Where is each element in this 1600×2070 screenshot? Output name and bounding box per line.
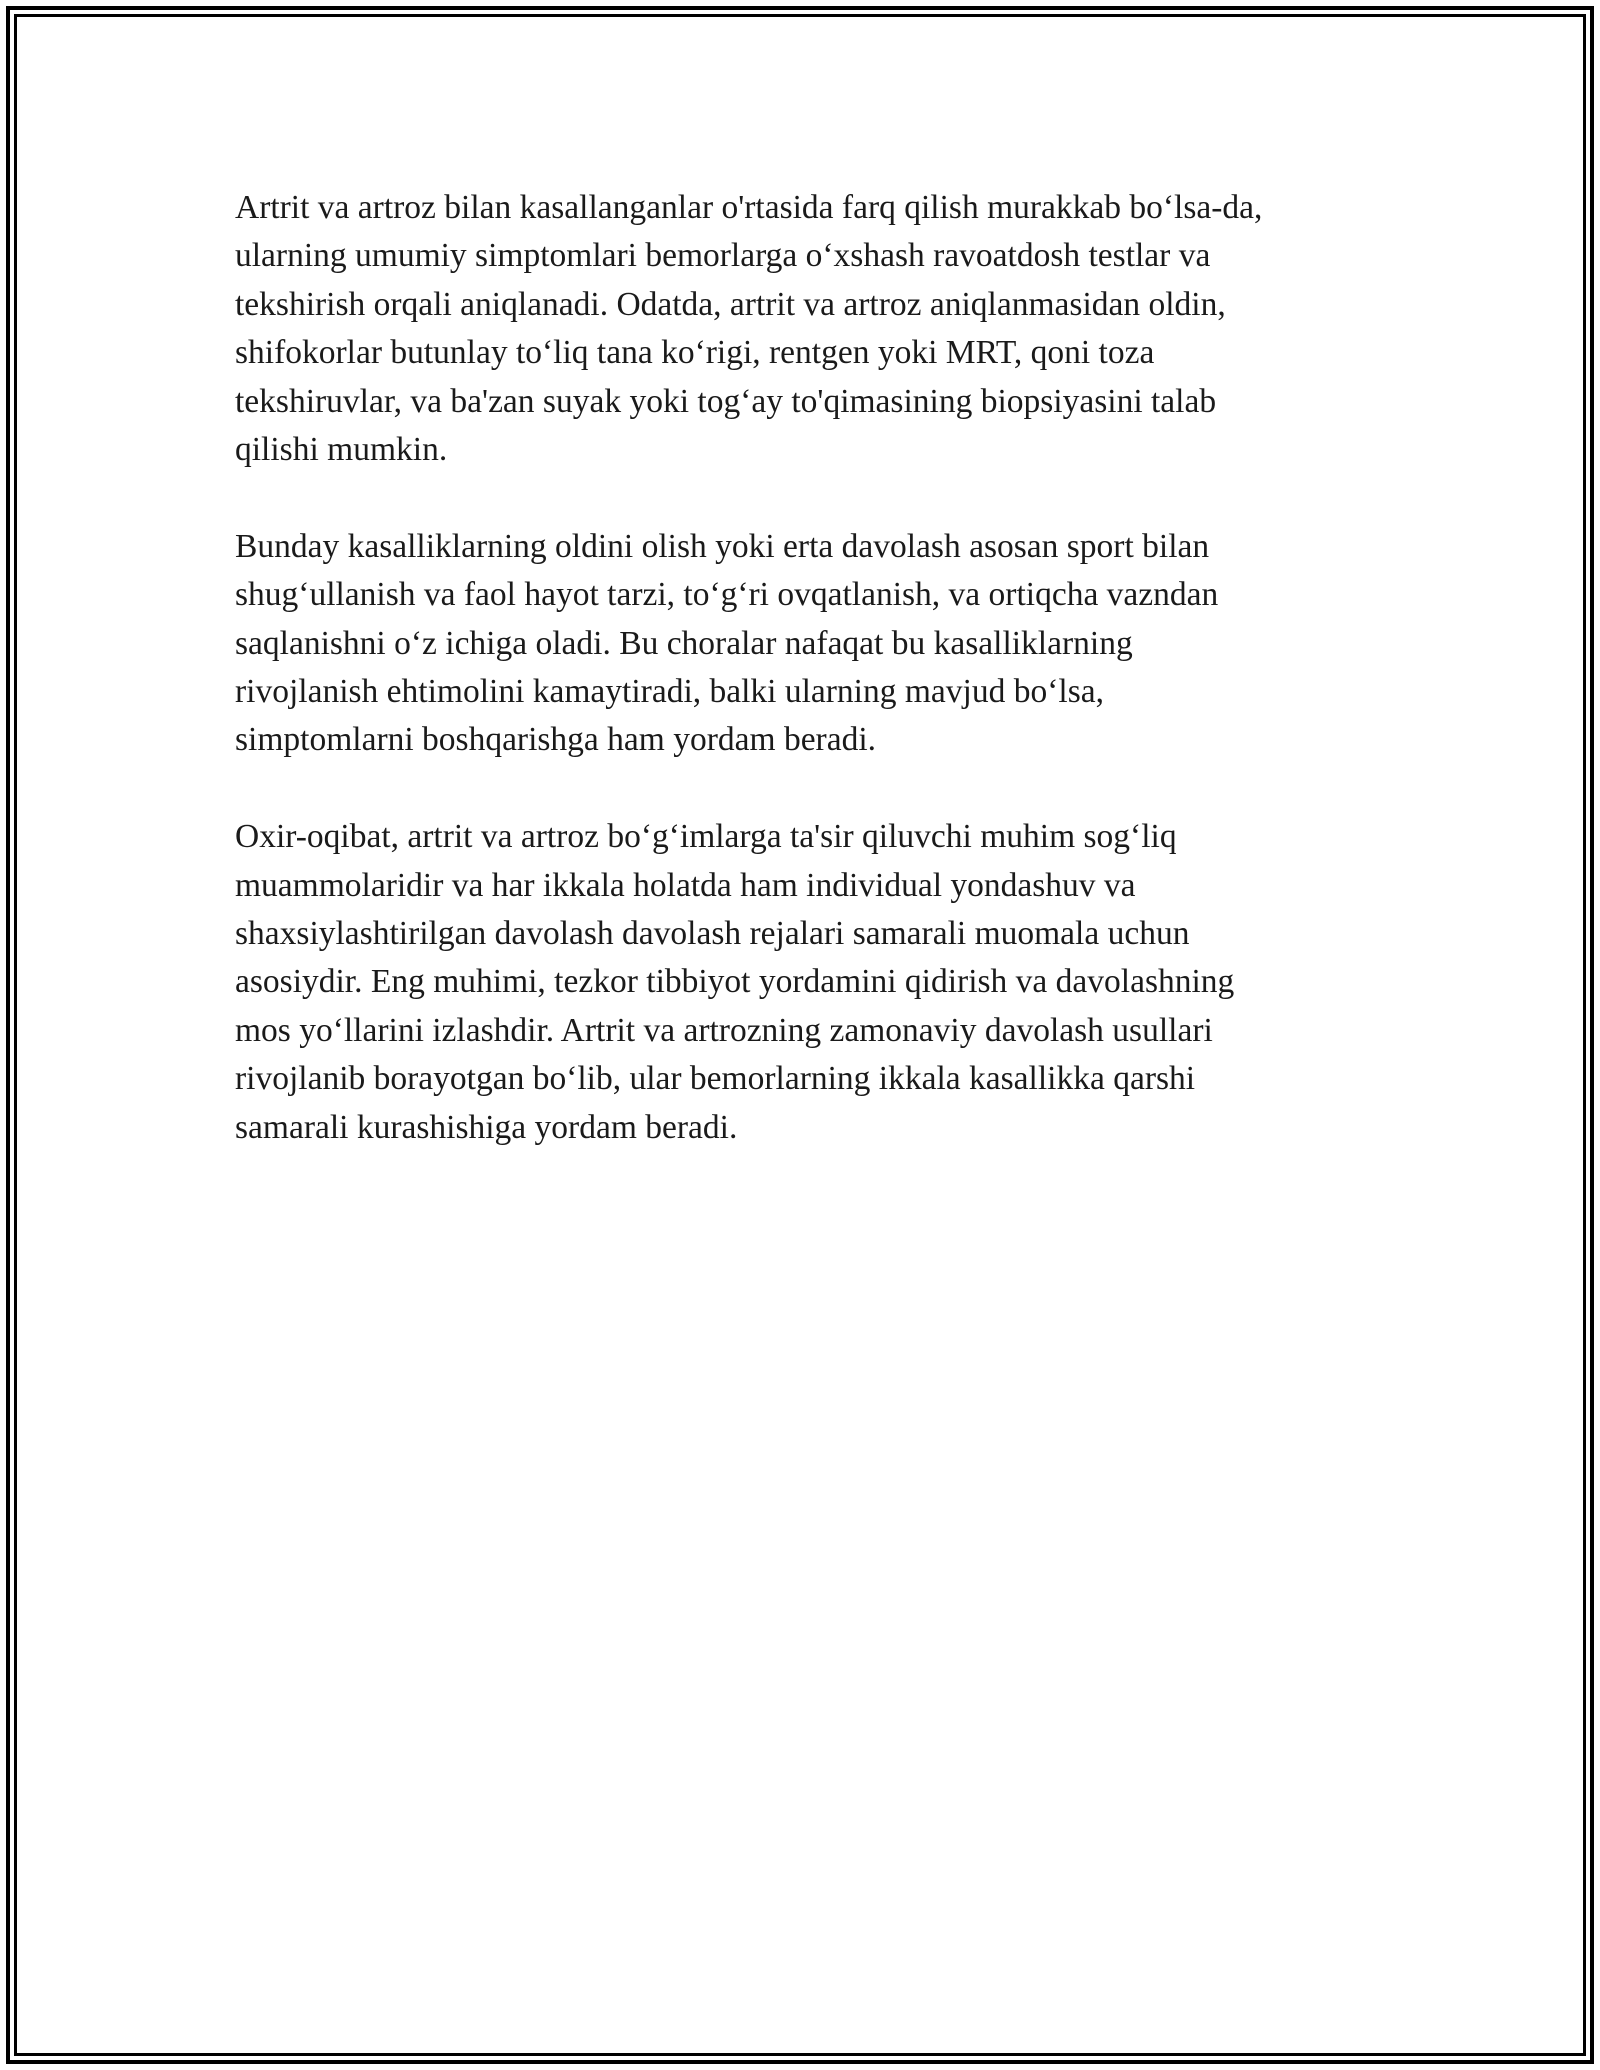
- text-line: shug‘ullanish va faol hayot tarzi, to‘g‘ri ovqatlanish, va ortiqcha vazndan: [235, 576, 1219, 614]
- text-line: simptomlarni boshqarishga ham yordam beradi.: [235, 721, 877, 759]
- paragraph-2: [235, 523, 1385, 765]
- text-line: asosiydir. Eng muhimi, tezkor tibbiyot yordamini qidirish va davolashning: [235, 963, 1235, 1001]
- text-line: tekshirish orqali aniqlanadi. Odatda, artrit va artroz aniqlanmasidan oldin,: [235, 285, 1226, 323]
- text-line: shifokorlar butunlay to‘liq tana ko‘rigi, rentgen yoki MRT, qoni toza: [235, 334, 1155, 372]
- text-line: shaxsiylashtirilgan davolash davolash rejalari samarali muomala uchun: [235, 915, 1190, 953]
- text-line: muammolaridir va har ikkala holatda ham individual yondashuv va: [235, 866, 1136, 904]
- text-line: Artrit va artroz bilan kasallanganlar o'rtasida farq qilish murakkab bo‘lsa-da,: [235, 189, 1263, 226]
- text-line: mos yo‘llarini izlashdir. Artrit va artrozning zamonaviy davolash usullari: [235, 1011, 1213, 1049]
- text-line: Oxir-oqibat, artrit va artroz bo‘g‘imlarga ta'sir qiluvchi muhim sog‘liq: [235, 818, 1177, 856]
- document-body: [235, 184, 1385, 1200]
- text-line: ularning umumiy simptomlari bemorlarga o‘xshash ravoatdosh testlar va: [235, 237, 1211, 275]
- text-line: samarali kurashishiga yordam beradi.: [235, 1108, 738, 1146]
- text-line: rivojlanib borayotgan bo‘lib, ular bemorlarning ikkala kasallikka qarshi: [235, 1060, 1196, 1098]
- paragraph-1: [235, 184, 1385, 474]
- text-line: tekshiruvlar, va ba'zan suyak yoki tog‘ay to'qimasining biopsiyasini talab: [235, 382, 1217, 420]
- text-line: qilishi mumkin.: [235, 431, 448, 469]
- text-line: saqlanishni o‘z ichiga oladi. Bu choralar nafaqat bu kasalliklarning: [235, 624, 1133, 662]
- paragraph-3: [235, 813, 1385, 1152]
- text-line: rivojlanish ehtimolini kamaytiradi, balki ularning mavjud bo‘lsa,: [235, 673, 1104, 711]
- text-line: Bunday kasalliklarning oldini olish yoki erta davolash asosan sport bilan: [235, 527, 1210, 565]
